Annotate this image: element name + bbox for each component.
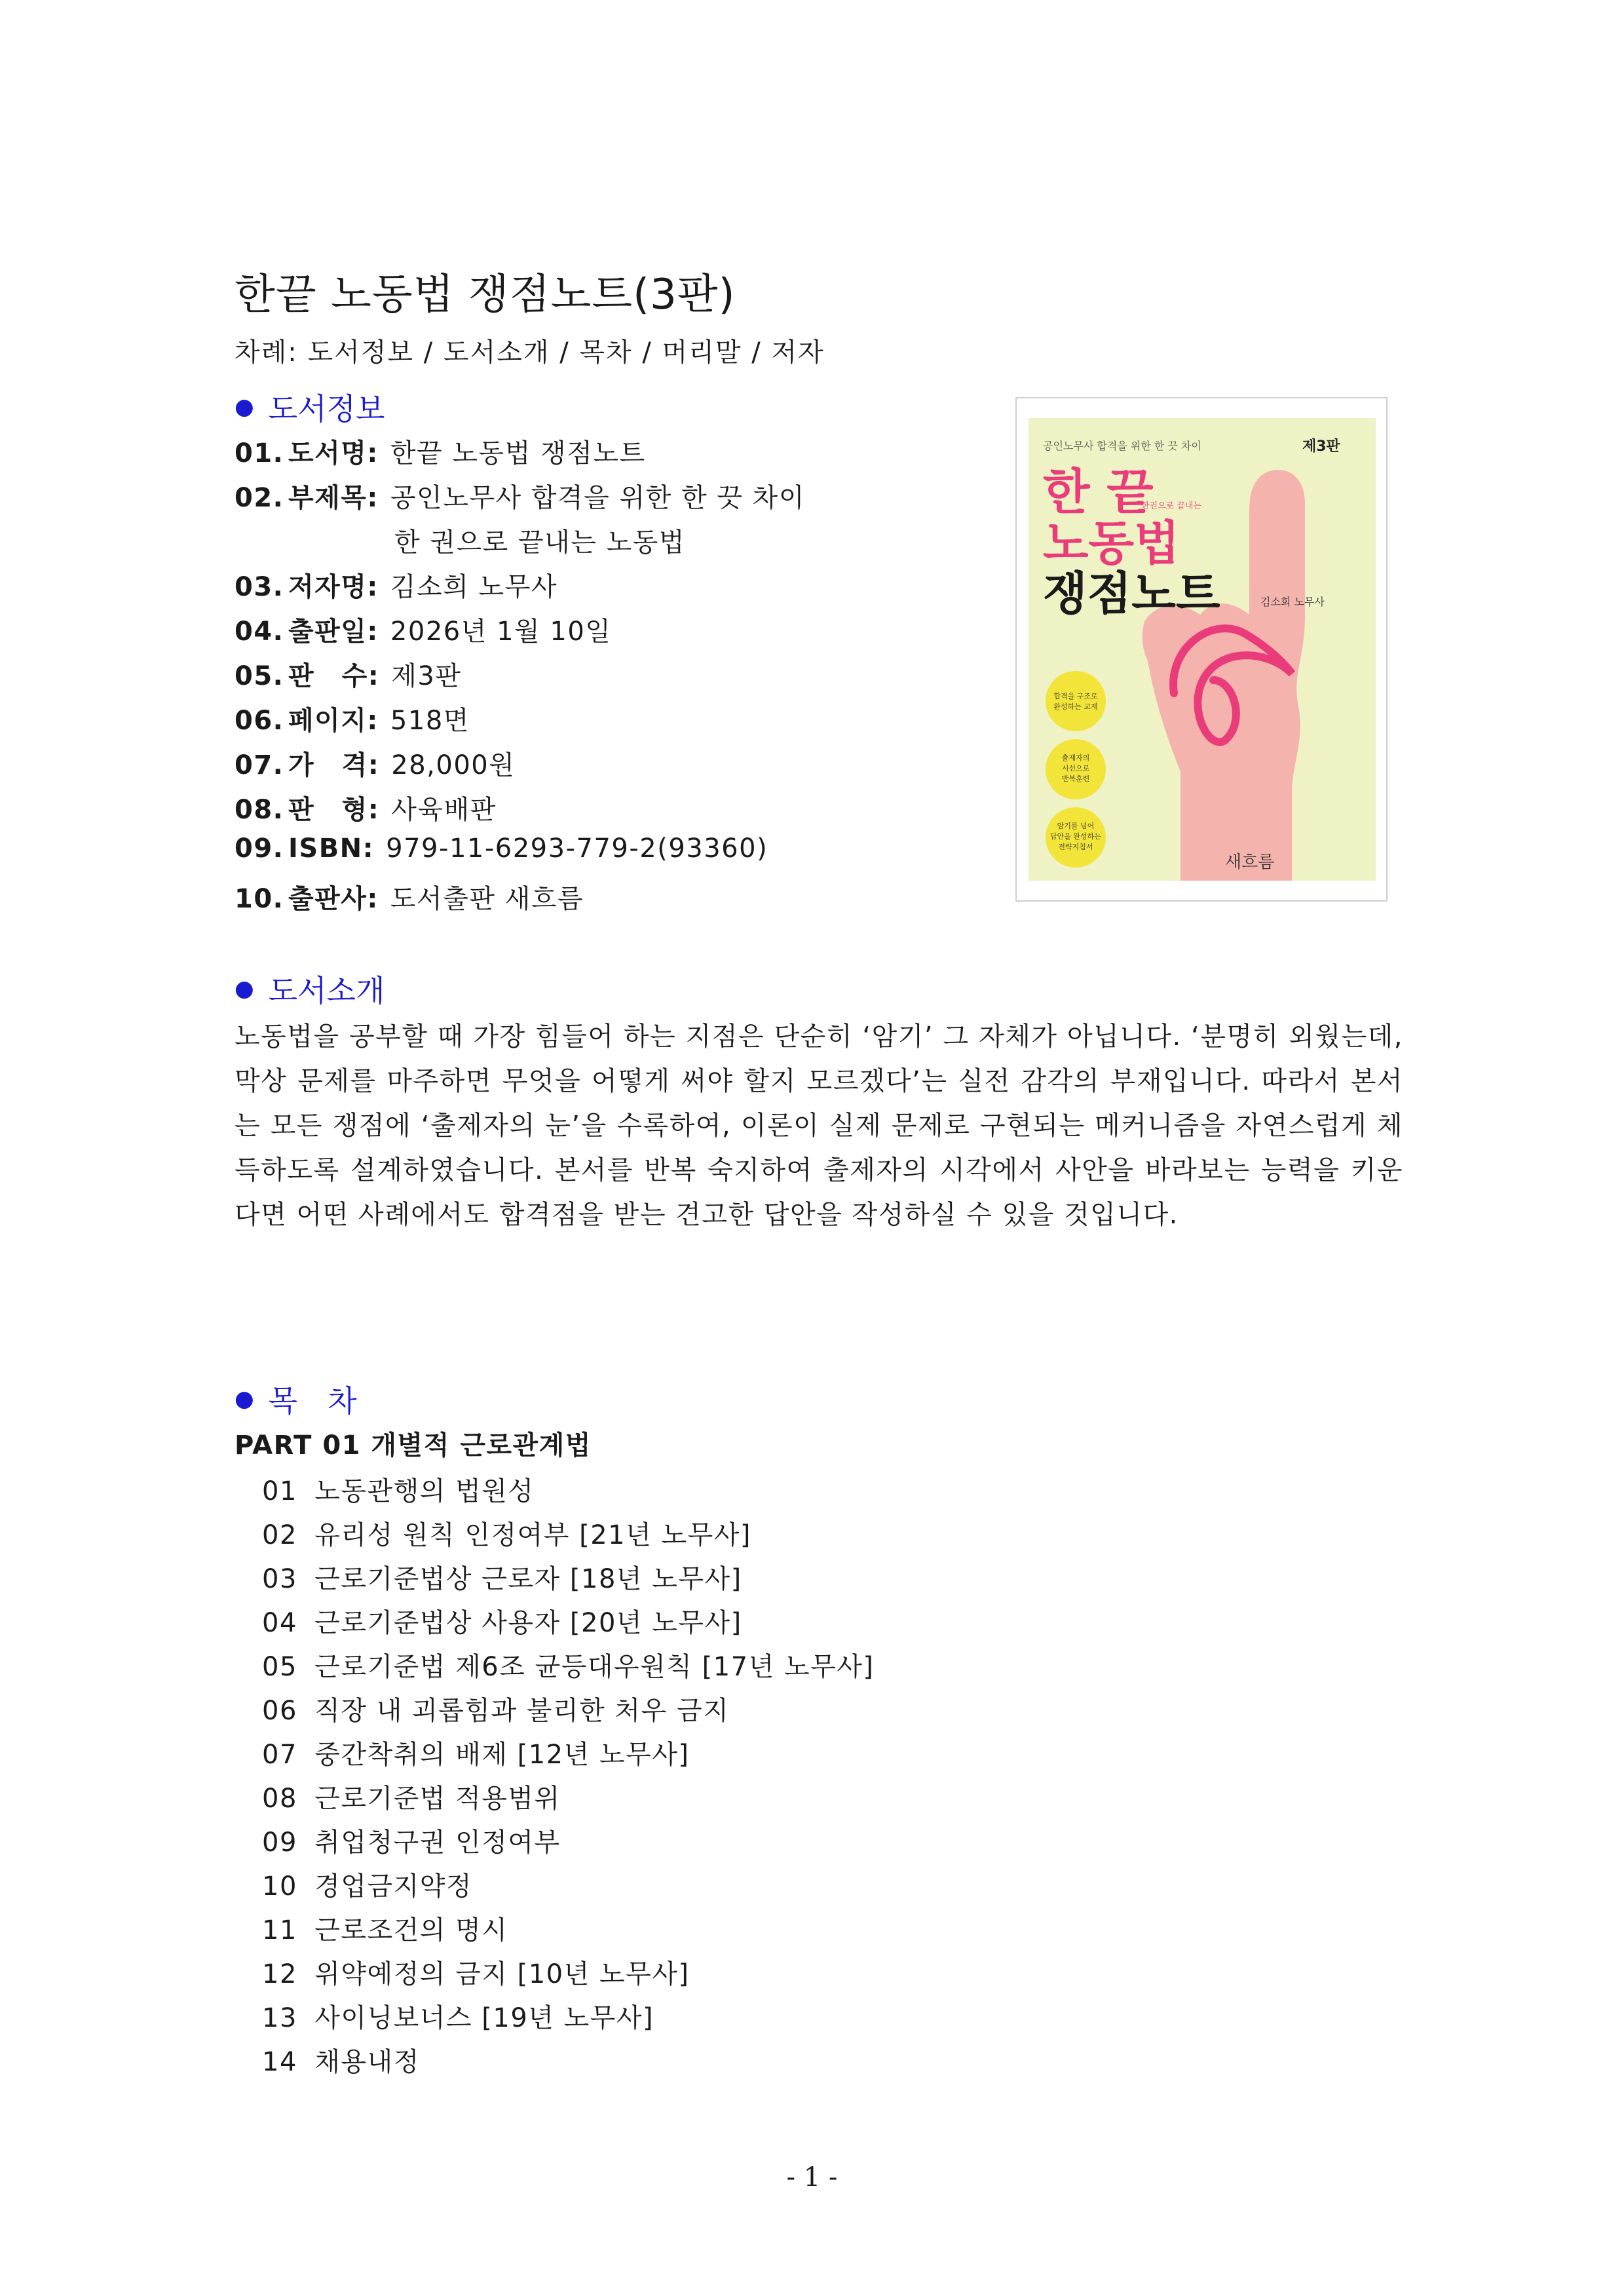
book-cover-art (1017, 398, 1386, 900)
toc-item: 12 위약예정의 금지 [10년 노무사] (262, 1959, 690, 1989)
page-title: 한끝 노동법 쟁점노트(3판) (235, 271, 736, 319)
cover-title-small: 한권으로 끝내는 (1141, 501, 1202, 511)
section-heading-label: 도서소개 (268, 973, 385, 1008)
section-heading-book-intro (235, 967, 385, 1010)
bullet-icon: ● (235, 394, 254, 420)
cover-badge (1046, 671, 1106, 731)
book-intro-text: 노동법을 공부할 때 가장 힘들어 하는 지점은 단순히 ‘암기’ 그 자체가 아닙니다. ‘분명히 외웠는데, 막상 문제를 마주하면 무엇을 어떻게 써야 할지 모르겠다’는 실전 감각의 부재입니다. 따라서 본서는 모든 쟁점에 ‘출제자의 눈’을 수록하여, 이론이 실제 문제로 구현되는 메커니즘을 자연스럽게 체득하도록 설계하였습니다. 본서를 반복 숙지하여 출제자의 시각에서 사안을 바라보는 능력을 키운다면 어떤 사례에서도 합격점을 받는 견고한 답안을 작성하실 수 있을 것입니다. (235, 1022, 1403, 1230)
toc-list (262, 1470, 875, 2085)
svg-text:암기를 넘어: 암기를 넘어 (1057, 822, 1095, 830)
info-row: 09. ISBN: 979-11-6293-779-2(93360) (235, 833, 768, 864)
toc-item: 07 중간착취의 배제 [12년 노무사] (262, 1740, 690, 1770)
toc-item: 02 유리성 원칙 인정여부 [21년 노무사] (262, 1520, 752, 1550)
info-row: 07. 가 격: 28,000원 (235, 750, 516, 780)
toc-item: 06 직장 내 괴롭힘과 불리한 처우 금지 (262, 1696, 730, 1726)
cover-tagline: 공인노무사 합격을 위한 한 끗 차이 (1043, 440, 1201, 452)
info-row: 02. 부제목: 공인노무사 합격을 위한 한 끗 차이 (235, 483, 805, 513)
cover-title-line1: 한 끝 (1043, 464, 1154, 520)
toc-item: 13 사이닝보너스 [19년 노무사] (262, 2003, 654, 2033)
toc-item: 05 근로기준법 제6조 균등대우원칙 [17년 노무사] (262, 1652, 875, 1682)
cover-badge (1046, 739, 1106, 799)
page-number: - 1 - (786, 2162, 838, 2192)
toc-item: 08 근로기준법 적용범위 (262, 1784, 561, 1814)
toc-item: 09 취업청구권 인정여부 (262, 1827, 561, 1858)
section-heading-toc (235, 1377, 357, 1421)
toc-part-title: PART 01 개별적 근로관계법 (235, 1430, 592, 1461)
toc-item: 01 노동관행의 법원성 (262, 1476, 535, 1506)
svg-text:전략지침서: 전략지침서 (1058, 843, 1093, 851)
toc-item: 03 근로기준법상 근로자 [18년 노무사] (262, 1564, 742, 1594)
toc-item: 10 경업금지약정 (262, 1871, 473, 1902)
section-heading-label: 도서정보 (268, 391, 385, 427)
cover-edition: 제3판 (1302, 438, 1340, 455)
book-cover-image (1015, 397, 1388, 902)
cover-title-line3: 쟁점노트 (1043, 567, 1220, 621)
section-heading-book-info (235, 385, 385, 429)
book-info-list (235, 432, 805, 923)
toc-item: 14 채용내정 (262, 2047, 420, 2077)
svg-text:완성하는 교재: 완성하는 교재 (1053, 702, 1098, 711)
toc-item: 04 근로기준법상 사용자 [20년 노무사] (262, 1608, 742, 1638)
svg-text:반복훈련: 반복훈련 (1061, 775, 1090, 783)
svg-text:합격을 구조로: 합격을 구조로 (1053, 692, 1098, 700)
info-row-subtitle-continued: 한 권으로 끝내는 노동법 (394, 527, 686, 558)
svg-text:출제자의: 출제자의 (1061, 754, 1090, 762)
section-heading-label: 목 차 (268, 1383, 357, 1419)
svg-text:시선으로: 시선으로 (1061, 764, 1090, 773)
cover-title-line2: 노동법 (1043, 516, 1180, 571)
bullet-icon: ● (235, 1386, 254, 1412)
info-row: 01. 도서명: 한끝 노동법 쟁점노트 (235, 438, 646, 469)
info-row: 05. 판 수: 제3판 (235, 661, 462, 691)
svg-text:답안을 완성하는: 답안을 완성하는 (1050, 832, 1101, 841)
info-row: 08. 판 형: 사육배판 (235, 795, 497, 825)
contents-line: 차례: 도서정보 / 도서소개 / 목차 / 머리말 / 저자 (235, 337, 825, 368)
cover-author: 김소희 노무사 (1260, 596, 1325, 608)
info-row: 10. 출판사: 도서출판 새흐름 (235, 884, 584, 914)
info-row: 04. 출판일: 2026년 1월 10일 (235, 617, 612, 647)
cover-publisher-logo: 새흐름 (1225, 852, 1275, 872)
cover-badge (1046, 807, 1106, 868)
info-row: 06. 페이지: 518면 (235, 706, 470, 736)
bullet-icon: ● (235, 976, 254, 1002)
info-row: 03. 저자명: 김소희 노무사 (235, 572, 557, 602)
toc-item: 11 근로조건의 명시 (262, 1915, 508, 1945)
